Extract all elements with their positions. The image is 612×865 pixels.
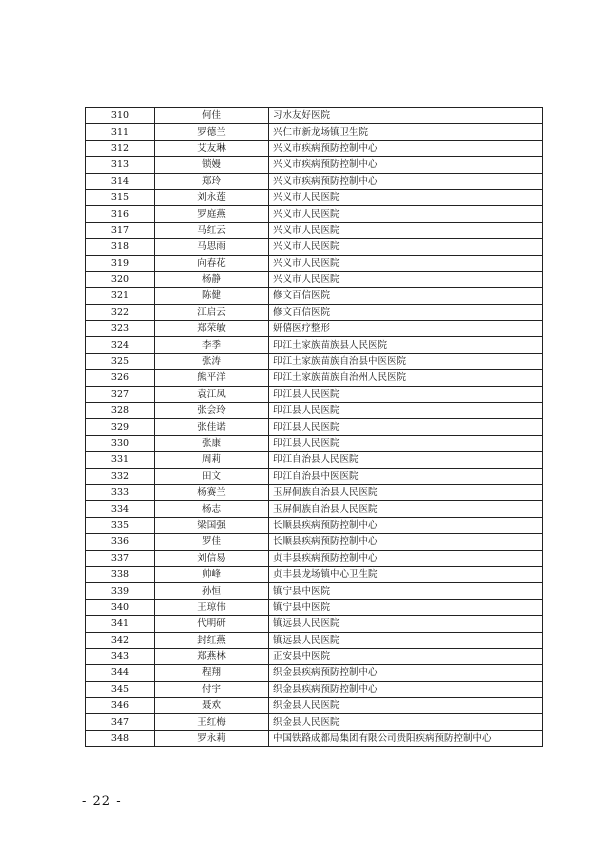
organization-cell: 织金县人民医院 bbox=[269, 714, 543, 730]
serial-number-cell: 348 bbox=[86, 730, 155, 746]
name-cell: 梁国强 bbox=[155, 517, 269, 533]
page-number: - 22 - bbox=[82, 794, 122, 809]
name-cell: 张会玲 bbox=[155, 403, 269, 419]
serial-number-cell: 319 bbox=[86, 255, 155, 271]
table-row bbox=[86, 468, 543, 484]
table-row bbox=[86, 665, 543, 681]
organization-cell: 印江土家族苗族自治县中医医院 bbox=[269, 353, 543, 369]
table-row bbox=[86, 517, 543, 533]
table-row bbox=[86, 501, 543, 517]
organization-cell: 兴义市疾病预防控制中心 bbox=[269, 157, 543, 173]
organization-cell: 兴义市人民医院 bbox=[269, 271, 543, 287]
table-row bbox=[86, 698, 543, 714]
name-cell: 封红燕 bbox=[155, 632, 269, 648]
serial-number-cell: 341 bbox=[86, 616, 155, 632]
table-row bbox=[86, 632, 543, 648]
serial-number-cell: 344 bbox=[86, 665, 155, 681]
serial-number-cell: 327 bbox=[86, 386, 155, 402]
serial-number-cell: 318 bbox=[86, 239, 155, 255]
table-row bbox=[86, 566, 543, 582]
table-row bbox=[86, 288, 543, 304]
name-cell: 聂欢 bbox=[155, 698, 269, 714]
name-cell: 郑燕林 bbox=[155, 648, 269, 664]
serial-number-cell: 334 bbox=[86, 501, 155, 517]
name-cell: 程翔 bbox=[155, 665, 269, 681]
table-row bbox=[86, 304, 543, 320]
name-cell: 刘永莲 bbox=[155, 189, 269, 205]
name-cell: 罗永莉 bbox=[155, 730, 269, 746]
name-cell: 马思雨 bbox=[155, 239, 269, 255]
serial-number-cell: 310 bbox=[86, 108, 155, 124]
serial-number-cell: 321 bbox=[86, 288, 155, 304]
organization-cell: 习水友好医院 bbox=[269, 108, 543, 124]
name-cell: 代明研 bbox=[155, 616, 269, 632]
organization-cell: 镇宁县中医院 bbox=[269, 599, 543, 615]
serial-number-cell: 339 bbox=[86, 583, 155, 599]
organization-cell: 织金县人民医院 bbox=[269, 698, 543, 714]
name-cell: 田文 bbox=[155, 468, 269, 484]
table-row bbox=[86, 452, 543, 468]
serial-number-cell: 338 bbox=[86, 566, 155, 582]
table-row bbox=[86, 386, 543, 402]
organization-cell: 贞丰县疾病预防控制中心 bbox=[269, 550, 543, 566]
serial-number-cell: 343 bbox=[86, 648, 155, 664]
organization-cell: 印江县人民医院 bbox=[269, 419, 543, 435]
name-cell: 张康 bbox=[155, 435, 269, 451]
organization-cell: 贞丰县龙场镇中心卫生院 bbox=[269, 566, 543, 582]
table-row bbox=[86, 419, 543, 435]
serial-number-cell: 317 bbox=[86, 222, 155, 238]
name-cell: 向春花 bbox=[155, 255, 269, 271]
organization-cell: 印江自治县人民医院 bbox=[269, 452, 543, 468]
organization-cell: 织金县疾病预防控制中心 bbox=[269, 681, 543, 697]
name-cell: 李季 bbox=[155, 337, 269, 353]
name-cell: 杨志 bbox=[155, 501, 269, 517]
table-row bbox=[86, 321, 543, 337]
organization-cell: 织金县疾病预防控制中心 bbox=[269, 665, 543, 681]
name-cell: 郑荣敏 bbox=[155, 321, 269, 337]
organization-cell: 玉屏侗族自治县人民医院 bbox=[269, 484, 543, 500]
serial-number-cell: 336 bbox=[86, 534, 155, 550]
serial-number-cell: 329 bbox=[86, 419, 155, 435]
organization-cell: 长顺县疾病预防控制中心 bbox=[269, 517, 543, 533]
organization-cell: 正安县中医院 bbox=[269, 648, 543, 664]
name-cell: 张涛 bbox=[155, 353, 269, 369]
serial-number-cell: 340 bbox=[86, 599, 155, 615]
table-row bbox=[86, 140, 543, 156]
organization-cell: 印江县人民医院 bbox=[269, 435, 543, 451]
organization-cell: 玉屏侗族自治县人民医院 bbox=[269, 501, 543, 517]
serial-number-cell: 325 bbox=[86, 353, 155, 369]
organization-cell: 中国铁路成都局集团有限公司贵阳疾病预防控制中心 bbox=[269, 730, 543, 746]
name-cell: 刘信易 bbox=[155, 550, 269, 566]
organization-cell: 印江县人民医院 bbox=[269, 386, 543, 402]
name-cell: 帅峰 bbox=[155, 566, 269, 582]
name-cell: 罗佳 bbox=[155, 534, 269, 550]
organization-cell: 兴义市疾病预防控制中心 bbox=[269, 140, 543, 156]
serial-number-cell: 333 bbox=[86, 484, 155, 500]
table-row bbox=[86, 484, 543, 500]
name-cell: 江启云 bbox=[155, 304, 269, 320]
name-cell: 陈健 bbox=[155, 288, 269, 304]
organization-cell: 修文百信医院 bbox=[269, 304, 543, 320]
serial-number-cell: 314 bbox=[86, 173, 155, 189]
organization-cell: 兴义市人民医院 bbox=[269, 189, 543, 205]
table-row bbox=[86, 157, 543, 173]
organization-cell: 兴义市人民医院 bbox=[269, 255, 543, 271]
organization-cell: 兴义市人民医院 bbox=[269, 222, 543, 238]
name-cell: 艾友琳 bbox=[155, 140, 269, 156]
table-row bbox=[86, 550, 543, 566]
serial-number-cell: 324 bbox=[86, 337, 155, 353]
organization-cell: 印江县人民医院 bbox=[269, 403, 543, 419]
organization-cell: 印江土家族苗族县人民医院 bbox=[269, 337, 543, 353]
serial-number-cell: 346 bbox=[86, 698, 155, 714]
serial-number-cell: 315 bbox=[86, 189, 155, 205]
name-cell: 罗庭燕 bbox=[155, 206, 269, 222]
table-row bbox=[86, 173, 543, 189]
table-row bbox=[86, 714, 543, 730]
serial-number-cell: 347 bbox=[86, 714, 155, 730]
serial-number-cell: 313 bbox=[86, 157, 155, 173]
organization-cell: 镇远县人民医院 bbox=[269, 632, 543, 648]
serial-number-cell: 320 bbox=[86, 271, 155, 287]
organization-cell: 兴义市人民医院 bbox=[269, 239, 543, 255]
name-cell: 熊平洋 bbox=[155, 370, 269, 386]
serial-number-cell: 316 bbox=[86, 206, 155, 222]
table-row bbox=[86, 222, 543, 238]
organization-cell: 兴仁市新龙场镇卫生院 bbox=[269, 124, 543, 140]
name-cell: 王琼伟 bbox=[155, 599, 269, 615]
table-row bbox=[86, 353, 543, 369]
serial-number-cell: 330 bbox=[86, 435, 155, 451]
serial-number-cell: 331 bbox=[86, 452, 155, 468]
roster-table bbox=[85, 107, 543, 747]
organization-cell: 镇宁县中医院 bbox=[269, 583, 543, 599]
table-row bbox=[86, 271, 543, 287]
serial-number-cell: 332 bbox=[86, 468, 155, 484]
table-row bbox=[86, 239, 543, 255]
name-cell: 马红云 bbox=[155, 222, 269, 238]
serial-number-cell: 322 bbox=[86, 304, 155, 320]
organization-cell: 印江土家族苗族自治州人民医院 bbox=[269, 370, 543, 386]
table-row bbox=[86, 255, 543, 271]
name-cell: 杨静 bbox=[155, 271, 269, 287]
name-cell: 郑玲 bbox=[155, 173, 269, 189]
name-cell: 何佳 bbox=[155, 108, 269, 124]
serial-number-cell: 345 bbox=[86, 681, 155, 697]
organization-cell: 镇远县人民医院 bbox=[269, 616, 543, 632]
serial-number-cell: 326 bbox=[86, 370, 155, 386]
name-cell: 杨赛兰 bbox=[155, 484, 269, 500]
table-row bbox=[86, 337, 543, 353]
table-row bbox=[86, 124, 543, 140]
name-cell: 王红梅 bbox=[155, 714, 269, 730]
table-row bbox=[86, 189, 543, 205]
name-cell: 袁江凤 bbox=[155, 386, 269, 402]
serial-number-cell: 342 bbox=[86, 632, 155, 648]
serial-number-cell: 312 bbox=[86, 140, 155, 156]
organization-cell: 长顺县疾病预防控制中心 bbox=[269, 534, 543, 550]
table-row bbox=[86, 206, 543, 222]
table-row bbox=[86, 403, 543, 419]
name-cell: 周莉 bbox=[155, 452, 269, 468]
name-cell: 锁嫚 bbox=[155, 157, 269, 173]
name-cell: 付宇 bbox=[155, 681, 269, 697]
table-row bbox=[86, 648, 543, 664]
table-row bbox=[86, 730, 543, 746]
organization-cell: 兴义市疾病预防控制中心 bbox=[269, 173, 543, 189]
table-row bbox=[86, 599, 543, 615]
name-cell: 张佳诺 bbox=[155, 419, 269, 435]
serial-number-cell: 323 bbox=[86, 321, 155, 337]
organization-cell: 印江自治县中医医院 bbox=[269, 468, 543, 484]
roster-table-body bbox=[86, 108, 543, 747]
table-row bbox=[86, 681, 543, 697]
organization-cell: 修文百信医院 bbox=[269, 288, 543, 304]
organization-cell: 兴义市人民医院 bbox=[269, 206, 543, 222]
serial-number-cell: 337 bbox=[86, 550, 155, 566]
table-row bbox=[86, 108, 543, 124]
table-row bbox=[86, 435, 543, 451]
table-row bbox=[86, 583, 543, 599]
name-cell: 罗德兰 bbox=[155, 124, 269, 140]
serial-number-cell: 311 bbox=[86, 124, 155, 140]
table-row bbox=[86, 616, 543, 632]
table-row bbox=[86, 370, 543, 386]
table-row bbox=[86, 534, 543, 550]
organization-cell: 妍僖医疗整形 bbox=[269, 321, 543, 337]
serial-number-cell: 328 bbox=[86, 403, 155, 419]
serial-number-cell: 335 bbox=[86, 517, 155, 533]
name-cell: 孙恒 bbox=[155, 583, 269, 599]
